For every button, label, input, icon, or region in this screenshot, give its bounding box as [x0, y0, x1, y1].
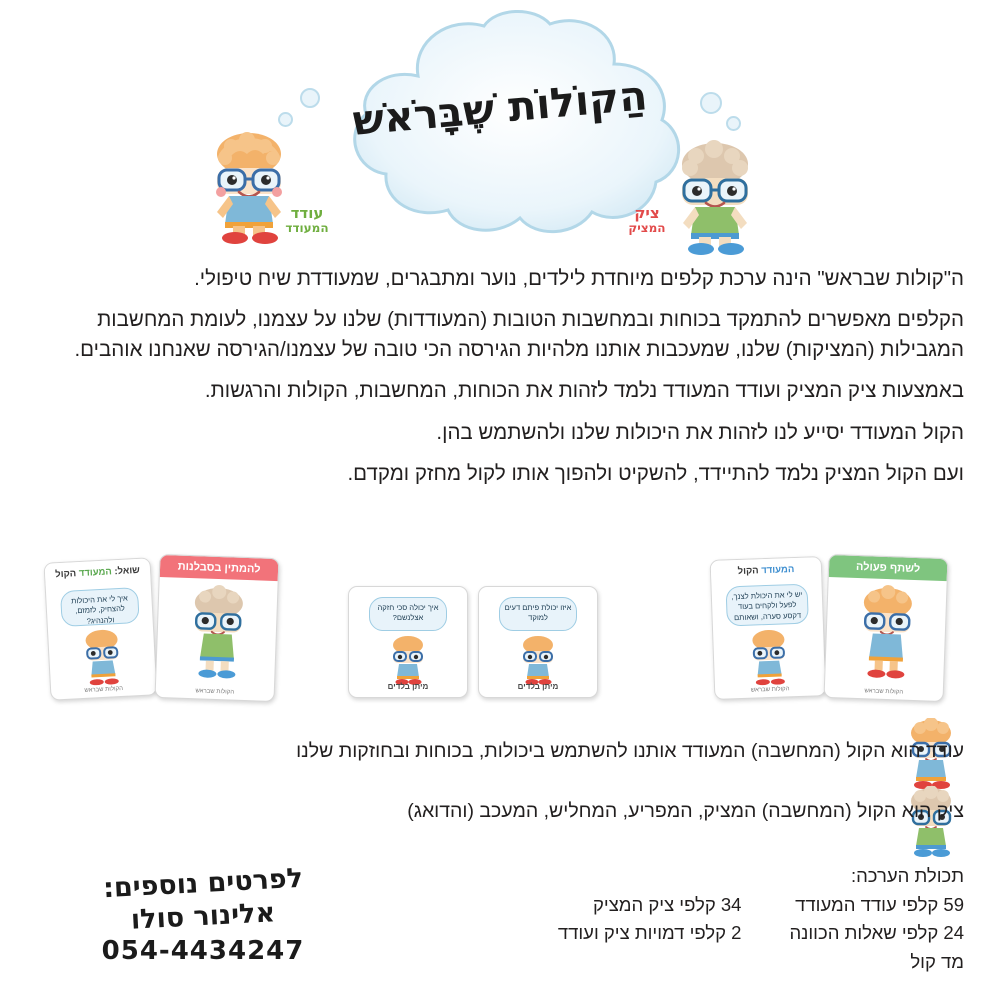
card-5-thought: יש לי את היכולת לצנך, לפעל ולקחים בעוד דקסע סערה, ושאותם: [726, 584, 809, 627]
intro-paragraph-5: ועם הקול המציק נלמד להתיידד, להשקיט ולהפוך אותו לקול מחזק ומקדם.: [347, 461, 964, 485]
contents-col-right: [789, 891, 964, 977]
card-thought-strong[interactable]: [348, 586, 468, 698]
character-tzik: [660, 138, 770, 261]
card-4-footer: מיתן בלדים: [517, 682, 559, 691]
card-patience[interactable]: [155, 554, 280, 702]
card-encouraging-voice[interactable]: [710, 556, 827, 700]
line-oded: עודד הוא הקול (המחשבה) המעודד אותנו להשתמש ביכולות, בכוחות ובחוזקות שלנו: [296, 740, 964, 762]
card-thought-nice[interactable]: [478, 586, 598, 698]
contents-col-left: [558, 891, 742, 977]
line-tzik: ציק הוא הקול (המחשבה) המציק, המפריע, המחליש, המעכב (והדואג): [407, 800, 964, 822]
contents-title: תכולת הערכה:: [850, 865, 964, 886]
card-6-character-icon: [847, 584, 926, 685]
contact-line-1: לפרטים נוספים:: [102, 862, 304, 905]
character-tzik-small: [898, 786, 964, 863]
contents-item: 59 קלפי עודד המעודד: [795, 893, 964, 915]
card-5-header: [711, 557, 822, 583]
package-contents: [404, 862, 964, 977]
card-3-character-icon: [383, 633, 433, 685]
contact-block: [38, 862, 368, 966]
tzik-name-main: ציק: [634, 204, 660, 222]
intro-paragraph-4: הקול המעודד יסייע לנו לזהות את היכולות שלנו ולהשתמש בהן.: [436, 420, 964, 444]
intro-text: [24, 264, 964, 500]
oded-name-main: עודד: [290, 204, 324, 222]
intro-paragraph-1: ה"קולות שבראש" הינה ערכת קלפים מיוחדת לילדים, נוער ומתבגרים, שמעודדת שיח טיפולי.: [194, 267, 964, 290]
contents-item: 24 קלפי שאלות הכוונה: [789, 922, 964, 944]
card-4-character-icon: [513, 633, 563, 685]
card-action[interactable]: [824, 554, 949, 702]
sample-cards: [0, 552, 990, 712]
card-2-footer: הקולות שבראש: [195, 688, 235, 696]
bubble-tiny-right: [726, 116, 741, 131]
card-2-character-icon: [178, 584, 257, 685]
contact-phone[interactable]: 054-4434247: [101, 936, 305, 966]
card-5-character-icon: [741, 626, 797, 686]
intro-paragraph-3: באמצעות ציק המציק ועודד המעודד נלמד לזהות את הכוחות, המחשבות, הקולות והרגשות.: [204, 379, 964, 403]
header: [0, 0, 990, 262]
card-6-header: לשתף פעולה: [829, 555, 948, 581]
contact-line-2: אלינור סולו: [130, 897, 276, 936]
card-1-header: [45, 558, 151, 585]
card-4-thought: איזו יכולת פיתם דעים למוקד: [499, 597, 577, 631]
card-3-thought: איך יכולה סכי חזקה אצלנשם?: [369, 597, 447, 631]
intro-paragraph-2: הקלפים מאפשרים להתמקד בכוחות ובמחשבות הטובות (המעודדות) שלנו על עצמנו, לעומת המחשבות המגבילות (המציקות) שלנו, שמעכבות אותנו מלהיות הגירסה הכי טובה של עצמנו/הגירסה שאנחנו אוהבים.: [74, 308, 964, 362]
card-1-character-icon: [74, 626, 131, 687]
character-tzik-name: [612, 206, 682, 234]
oded-name-sub: המעודד: [285, 220, 329, 235]
card-encouraging-question[interactable]: [43, 557, 157, 700]
card-5-header-prefix: הקול: [737, 564, 759, 577]
card-2-header: להמתין בסבלנות: [160, 555, 279, 581]
page-title: הַקוֹלוֹת שֶׁבָּרֹאשׁ: [350, 71, 650, 145]
card-6-footer: הקולות שבראש: [864, 688, 904, 696]
tzik-name-sub: המציק: [628, 220, 666, 235]
card-1-header-suffix: שואל:: [114, 564, 141, 577]
card-3-footer: מיתן בלדים: [387, 682, 429, 691]
bubble-small-left: [300, 88, 320, 108]
card-5-header-highlight: המעודד: [761, 563, 795, 576]
character-oded-name: [262, 206, 352, 234]
card-1-footer: הקולות שבראש: [84, 685, 124, 694]
card-5-footer: הקולות שבראש: [750, 686, 790, 694]
card-1-thought: איך לי את היכולות להצחיק, לזמזם, ולהנהיג?: [60, 587, 140, 627]
contents-item: 2 קלפי דמויות ציק ועודד: [557, 922, 742, 944]
bubble-tiny-left: [278, 112, 293, 127]
contents-item: מד קול: [910, 951, 964, 973]
card-1-header-highlight: המעודד: [78, 565, 113, 579]
bubble-small-right: [700, 92, 722, 114]
contents-item: 34 קלפי ציק המציק: [592, 893, 742, 915]
card-1-header-prefix: הקול: [54, 567, 77, 580]
